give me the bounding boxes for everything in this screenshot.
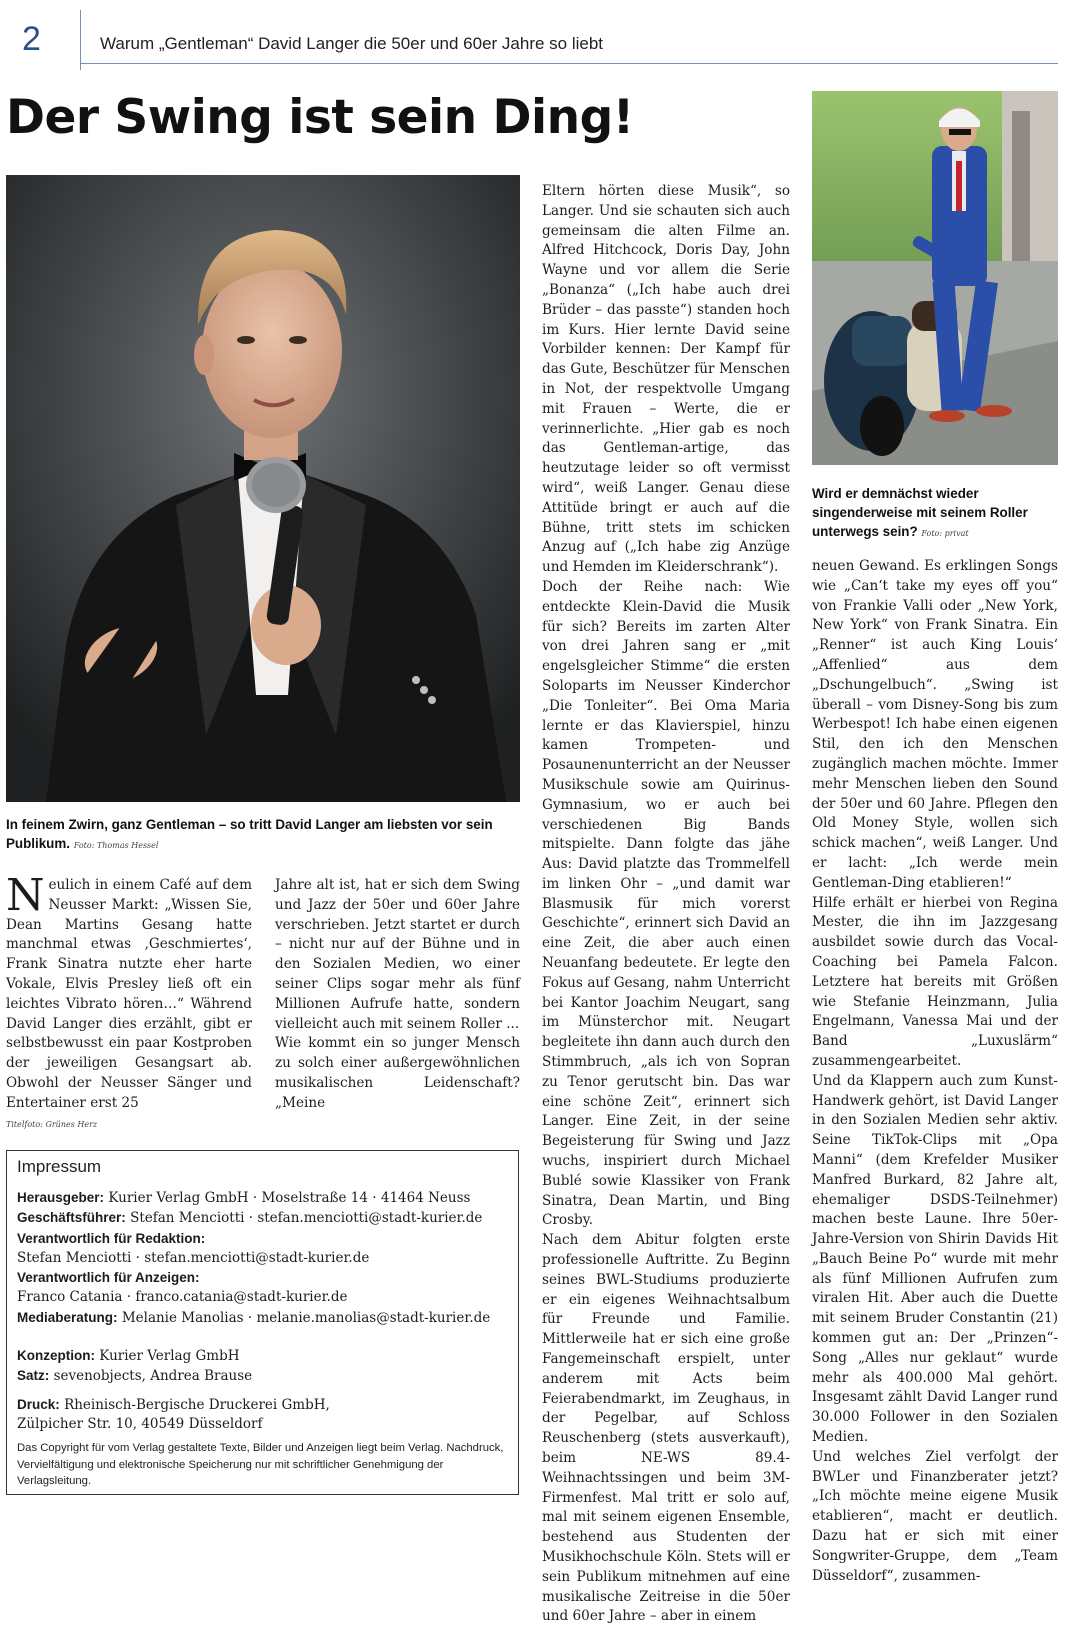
main-photo-singer (6, 175, 520, 802)
title-photo-credit: Titelfoto: Grünes Herz (6, 1120, 98, 1129)
impressum-druck (17, 1395, 508, 1415)
impressum-media-value: Melanie Manolias · melanie.manolias@stadt-kurier.de (121, 1309, 491, 1326)
article-column-1 (6, 870, 252, 1114)
header-divider-horizontal (80, 63, 1058, 64)
impressum-konzeption-label: Konzeption: (17, 1348, 95, 1364)
page-number: 2 (22, 20, 41, 58)
impressum-herausgeber-value: Kurier Verlag GmbH · Moselstraße 14 · 41464 Neuss (108, 1190, 471, 1206)
impressum-anzeigen-label: Verantwortlich für Anzeigen: (17, 1270, 200, 1286)
main-photo-caption (6, 815, 520, 855)
impressum-media-label: Mediaberatung: (17, 1309, 118, 1325)
impressum-redaktion-value: Stefan Menciotti · stefan.menciotti@stadt-kurier.de (17, 1249, 370, 1266)
impressum-herausgeber (17, 1188, 508, 1208)
article-col3-p3: Nach dem Abitur folgten erste professionelle Auftritte. Zu Beginn seines BWL-Studiums produzierte er ein eigenes Weihnachtsalbum für Freunde und Familie. Mittlerweile hat er sich eine große Fangemeinschaft erspielt, unter anderem mit Acts beim Feierabendmarkt, im Zeughaus, in der Pegelbar, auf Schloss Reuschenberg (stets ausverkauft), beim NE-WS 89.4-Weihnachtssingen und beim 3M-Firmenfest. Mal tritt er solo auf, mal mit seinem eigenen Ensemble, bestehend aus Studenten der Musikhochschule Köln. Stets will er sein Publikum mitnehmen auf eine musikalische Zeitreise in die 50er und 60er Jahre – aber in einem (542, 1232, 790, 1625)
impressum-copyright: Das Copyright für vom Verlag gestaltete Texte, Bilder und Anzeigen liegt beim Verlag. Nachdruck, Vervielfältigung und elektronische Speicherung nur mit schriftlicher Genehmigung der Verlagsleitung. (17, 1442, 504, 1488)
article-col4-p4: Und welches Ziel verfolgt der BWLer und Finanzberater jetzt? „Ich möchte meine eigene Musik etablieren“, macht er deutlich. Dazu hat er sich mit einer Songwriter-Gruppe, dem „Team Düsseldorf“, zusammen- (812, 1448, 1058, 1584)
article-col1-text: eulich in einem Café auf dem Neusser Markt: „Wissen Sie, Dean Martins Gesang hatte manchmal etwas ‚Geschmiertes‘, Frank Sinatra nutzte eher harte Vokale, Elvis Presley ließ oft ein leichtes Vibrato hören…“ Während David Langer dies erzählt, gibt er selbstbewusst ein paar Kostproben der jeweiligen Gesangsart ab. Obwohl der Neusser Sänger und Entertainer erst 25 (6, 877, 252, 1111)
impressum-konzeption (17, 1346, 508, 1366)
impressum-herausgeber-label: Herausgeber: (17, 1190, 105, 1205)
impressum-gf-value: Stefan Menciotti · stefan.menciotti@stadt-kurier.de (130, 1210, 483, 1227)
article-col4-p3: Und da Klappern auch zum Kunst-Handwerk gehört, ist David Langer in den Sozialen Medien sehr aktiv. Seine TikTok-Clips mit „Opa Manni“ (dem Krefelder Musiker Manfred Burkard, 82 Jahre alt, ehemaliger DSDS-Teilnehmer) machen beste Laune. Ihre 50er-Jahre-Version von Shirin Davids Hit „Bauch Beine Po“ wurde mit mehr als fünf Millionen Aufrufen zum viralen Hit. Aber auch die Duette mit seinem Bruder Constantin (21) kommen gut an: Der „Prinzen“-Song „Alles nur geklaut“ wurde mehr als 400.000 Mal gehört. Insgesamt zählt David Langer rund 30.000 Follower in den Sozialen Medien. (812, 1072, 1058, 1446)
side-photo-credit: Foto: privat (921, 529, 969, 538)
main-photo-caption-text: In feinem Zwirn, ganz Gentleman – so tritt David Langer am liebsten vor sein Publikum. (6, 817, 493, 851)
impressum-title: Impressum (17, 1157, 102, 1176)
article-col3-p2: Doch der Reihe nach: Wie entdeckte Klein-David die Musik für sich? Bereits im zarten Alter von drei Jahren sang er „mit engelsgleicher Stimme“ die ersten Soloparts im Neusser Kinderchor „Die Tonleiter“. Bei Oma Maria lernte er das Klavierspiel, hinzu kamen Trompeten- und Posaunenunterricht an der Neusser Musikschule sowie am Quirinus-Gymnasium, wo er auch bei verschiedenen Big Bands mitspielte. Dann folgte das jähe Aus: David platzte das Trommelfell im linken Ohr – „und damit war Blasmusik für mich vorerst Geschichte“, erinnert sich David an eine Zeit, die aber auch einen Neuanfang bedeutete. Er legte den Fokus auf Gesang, nahm Unterricht bei Kantor Joachim Neugart, sang im Münsterchor mit. Neugart begleitete ihn dann auch durch den Stimmbruch, „als ich von Sopran zu Tenor gerutscht bin. Das war eine schöne Zeit“, erinnert sich Langer. Eine Zeit, in der seine Begeisterung für Swing und Jazz wuchs, inspiriert durch Michael Bublé sowie Klassiker von Frank Sinatra, Dean Martin, und Bing Crosby. (542, 578, 790, 1229)
impressum-box (6, 1150, 519, 1495)
impressum-druck-value-1: Rheinisch-Bergische Druckerei GmbH, (64, 1396, 330, 1413)
article-column-4 (812, 557, 1058, 1586)
impressum-druck-label: Druck: (17, 1396, 60, 1412)
impressum-satz-value: sevenobjects, Andrea Brause (53, 1368, 253, 1385)
impressum-satz (17, 1366, 508, 1386)
main-photo-credit: Foto: Thomas Hessel (73, 841, 159, 850)
impressum-redaktion-label: Verantwortlich für Redaktion: (17, 1230, 206, 1246)
impressum-gf (17, 1208, 508, 1228)
impressum-gf-label: Geschäftsführer: (17, 1210, 126, 1226)
article-col3-p1: Eltern hörten diese Musik“, so Langer. Und sie schauten sich auch gemeinsam die alten Filme an. Alfred Hitchcock, Doris Day, John Wayne und vor allem die Serie „Bonanza“ („Ich habe auch drei Brüder – das passte“) standen hoch im Kurs. Hier lernte David seine Vorbilder kennen: Der Kampf für das Gute, Beschützer für Menschen in Not, der respektvolle Umgang mit Frauen – Werte, die er verinnerlichte. „Hier gab es noch das Gentleman-artige, das heutzutage leider so oft vermisst wird“, weiß Langer. Genau diese Attitüde bringt er auch auf die Bühne, tritt stets im schicken Anzug auf („Ich habe zig Anzüge und Hemden im Kleiderschrank“). (542, 183, 790, 576)
impressum-druck-value-2: Zülpicher Str. 10, 40549 Düsseldorf (17, 1415, 263, 1432)
article-column-3 (542, 182, 790, 1627)
article-col2-p2: Wie kommt ein so junger Mensch zu solch einer außergewöhnlichen musikalischen Leidenschaft? „Meine (275, 1035, 520, 1111)
impressum-media (17, 1308, 508, 1328)
article-column-2 (275, 876, 520, 1114)
article-col4-p1: neuen Gewand. Es erklingen Songs wie „Can‘t take my eyes off you“ von Frankie Valli oder „New York, New York“ von Frank Sinatra. Ein „Renner“ ist auch King Louis‘ „Affenlied“ aus dem „Dschungelbuch“. „Swing ist überall – vom Disney-Song bis zum Werbespot! Ich habe einen eigenen Stil, den ich den Menschen zugänglich machen möchte. Immer mehr Menschen lieben den Sound der 50er und 60 Jahre. Pflegen den Old Money Style, wollen sich schick machen“, weiß Langer. Und er lacht: „Ich werde mein Gentleman-Ding etablieren!“ (812, 558, 1058, 891)
impressum-satz-label: Satz: (17, 1368, 50, 1384)
impressum-anzeigen-value: Franco Catania · franco.catania@stadt-kurier.de (17, 1289, 348, 1306)
header-divider-vertical (80, 10, 81, 70)
article-col4-p2: Hilfe erhält er hierbei von Regina Mester, die ihn im Jazzgesang ausbildet sowie durch das Vocal-Coaching bei Pamela Falcon. Letztere hat bereits mit Größen wie Stefanie Heinzmann, Julia Engelmann, Vanessa Mai und der Band „Luxuslärm“ zusammengearbeitet. (812, 894, 1058, 1069)
impressum-redaktion-label-line (17, 1229, 508, 1249)
header-kicker: Warum „Gentleman“ David Langer die 50er und 60er Jahre so liebt (100, 34, 604, 53)
article-col2-p1: Jahre alt ist, hat er sich dem Swing und Jazz der 50er und 60er Jahre verschrieben. Jetzt startet er durch – nicht nur auf der Bühne und in den Sozialen Medien, wo einer seiner Clips sogar mehr als fünf Millionen Aufrufe hatte, sondern vielleicht auch mit seinem Roller ... (275, 877, 520, 1032)
impressum-konzeption-value: Kurier Verlag GmbH (99, 1348, 240, 1365)
side-photo-caption (812, 484, 1058, 543)
drop-cap: N (6, 870, 45, 921)
impressum-anzeigen-label-line (17, 1268, 508, 1288)
side-photo-scooter (812, 91, 1058, 465)
article-headline: Der Swing ist sein Ding! (6, 90, 634, 145)
side-photo-caption-text: Wird er demnächst wieder singenderweise mit seinem Roller unterwegs sein? (812, 486, 1028, 539)
